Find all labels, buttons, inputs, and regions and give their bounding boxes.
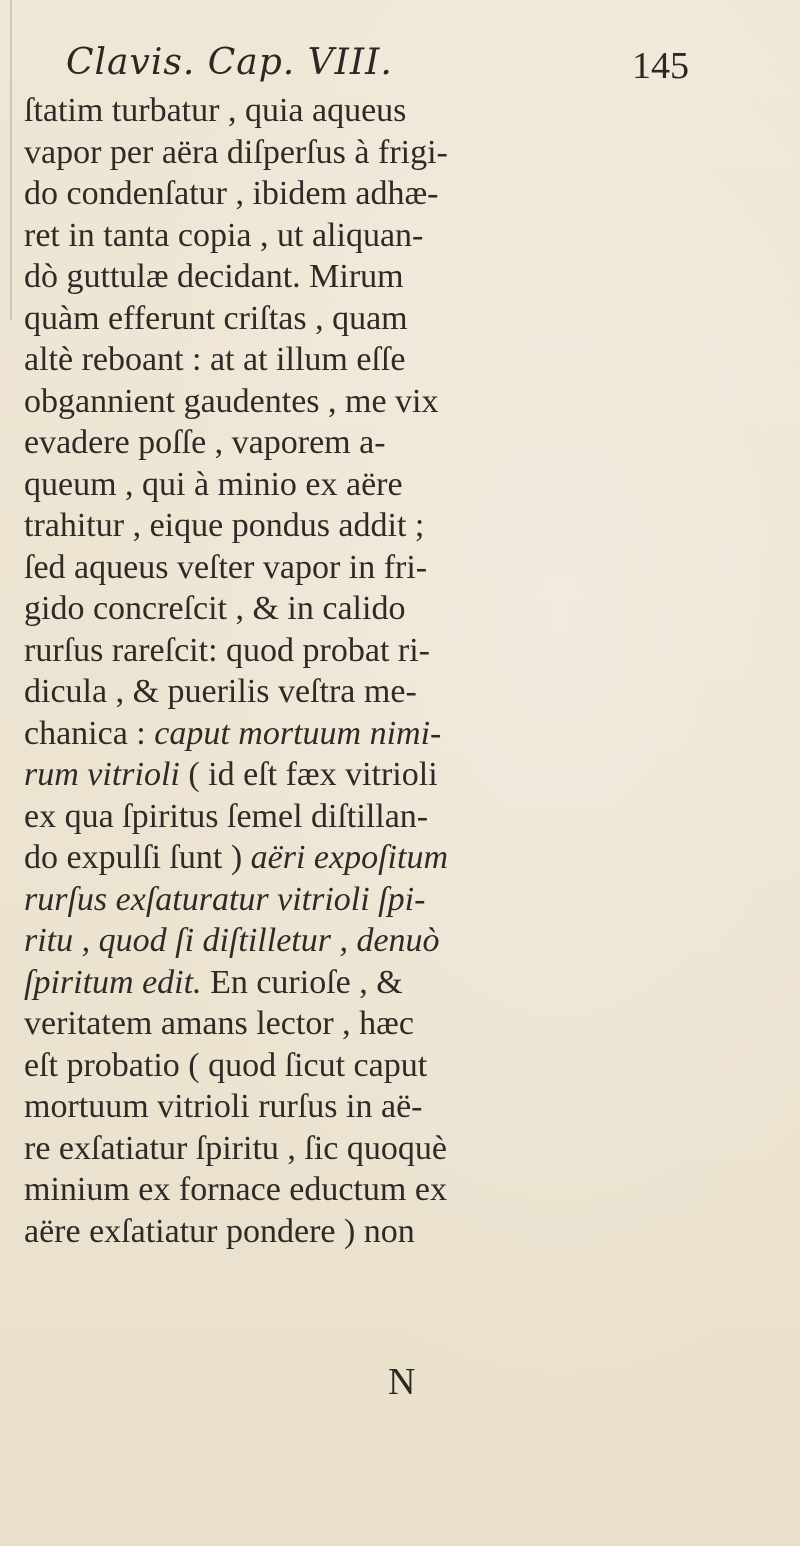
text-run: trahitur , eique pondus addit ;	[24, 507, 425, 544]
italic-run: ritu , quod ſi diſtilletur , denuò	[24, 922, 440, 959]
italic-run: ſpiritum edit.	[24, 963, 202, 1001]
catchword: N	[388, 1361, 416, 1403]
text-run: dò guttulæ decidant. Mirum	[24, 258, 404, 295]
text-run: vapor per aëra diſperſus à frigi-	[24, 133, 448, 171]
text-line	[24, 422, 776, 464]
text-line	[24, 920, 776, 962]
text-line	[24, 132, 776, 174]
body-text	[24, 90, 776, 1252]
text-line	[24, 256, 776, 298]
text-run: chanica :	[24, 714, 155, 752]
running-head: Clavis. Cap. VIII.	[66, 42, 393, 83]
text-line	[24, 1128, 776, 1170]
text-run: aëre exſatiatur pondere ) non	[24, 1212, 415, 1250]
text-line	[24, 671, 776, 713]
text-line	[24, 962, 776, 1004]
italic-run: rurſus exſaturatur vitrioli ſpi-	[24, 880, 426, 918]
text-line	[24, 505, 776, 547]
text-line	[24, 588, 776, 630]
text-run: mortuum vitrioli rurſus in aë-	[24, 1088, 423, 1125]
text-run: gido concreſcit , & in calido	[24, 590, 406, 627]
text-run: eſt probatio ( quod ſicut caput	[24, 1046, 428, 1084]
text-run: obgannient gaudentes , me vix	[24, 382, 439, 420]
text-run: ſed aqueus veſter vapor in fri-	[24, 548, 428, 586]
text-run: quàm efferunt criſtas , quam	[24, 299, 408, 337]
text-run: evadere poſſe , vaporem a-	[24, 424, 386, 461]
page-number: 145	[632, 45, 689, 87]
text-line	[24, 796, 776, 838]
text-line	[24, 754, 776, 796]
text-run: do expulſi ſunt )	[24, 839, 251, 876]
text-run: queum , qui à minio ex aëre	[24, 465, 403, 503]
text-line	[24, 713, 776, 755]
text-line	[24, 215, 776, 257]
text-run: ( id eſt fæx vitrioli	[179, 756, 438, 793]
text-line	[24, 837, 776, 879]
page-header	[66, 36, 766, 96]
text-run: veritatem amans lector , hæc	[24, 1005, 414, 1042]
text-line	[24, 1045, 776, 1087]
text-run: ex qua ſpiritus ſemel diſtillan-	[24, 797, 429, 835]
italic-run: caput mortuum nimi-	[154, 714, 442, 752]
text-line	[24, 630, 776, 672]
text-line	[24, 547, 776, 589]
text-run: re exſatiatur ſpiritu , ſic quoquè	[24, 1129, 447, 1167]
text-line	[24, 173, 776, 215]
text-line	[24, 90, 776, 132]
text-run: do condenſatur , ibidem adhæ-	[24, 175, 439, 212]
italic-run: aëri expoſitum	[250, 839, 448, 876]
text-run: minium ex fornace eductum ex	[24, 1171, 447, 1208]
text-line	[24, 1003, 776, 1045]
text-line	[24, 1169, 776, 1211]
text-line	[24, 879, 776, 921]
text-line	[24, 381, 776, 423]
text-run: rurſus rareſcit: quod probat ri-	[24, 631, 430, 669]
text-line	[24, 1086, 776, 1128]
text-line	[24, 339, 776, 381]
text-run: En curioſe , &	[201, 963, 403, 1001]
text-run: altè reboant : at at illum eſſe	[24, 341, 406, 378]
text-run: dicula , & puerilis veſtra me-	[24, 673, 417, 710]
text-run: ſtatim turbatur , quia aqueus	[24, 92, 407, 129]
italic-run: rum vitrioli	[24, 756, 180, 793]
text-line	[24, 298, 776, 340]
text-run: ret in tanta copia , ut aliquan-	[24, 216, 424, 254]
binding-gutter	[10, 0, 12, 320]
text-line	[24, 464, 776, 506]
text-line	[24, 1211, 776, 1253]
